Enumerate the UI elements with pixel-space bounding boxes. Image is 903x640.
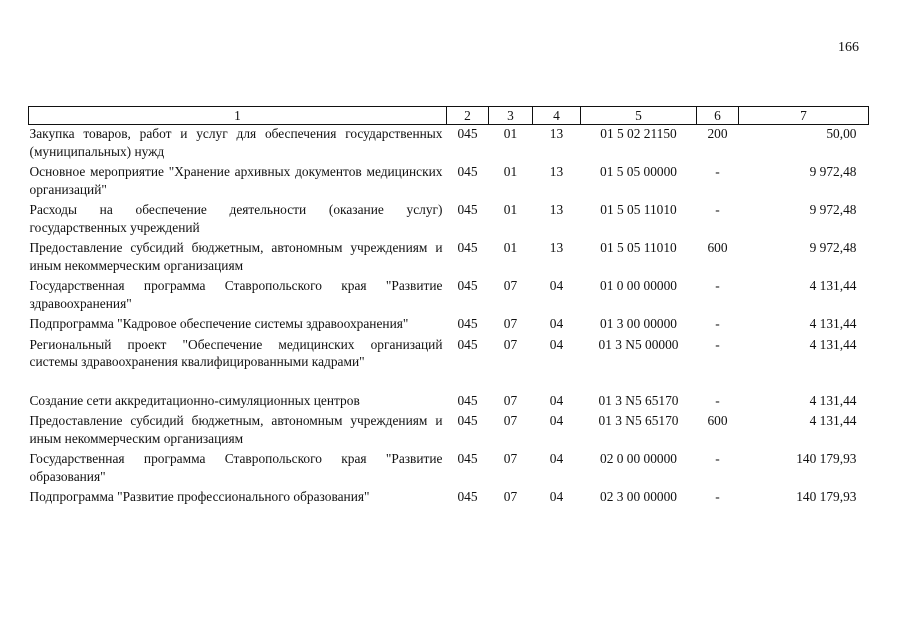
row-expense-type: - — [715, 392, 720, 408]
row-section: 01 — [503, 240, 518, 255]
row-target-article: 01 0 00 00000 — [600, 278, 677, 293]
header-col-2: 2 — [447, 107, 489, 125]
row-subsection: 04 — [549, 489, 564, 504]
table-row — [29, 239, 869, 277]
row-subsection: 13 — [549, 240, 564, 255]
row-name: Государственная программа Ставропольского края "Развитие образования" — [29, 451, 443, 484]
row-amount: 9 972,48 — [809, 240, 857, 255]
row-amount: 4 131,44 — [809, 316, 857, 331]
row-name: Предоставление субсидий бюджетным, автономным учреждениям и иным некоммерческим организациям — [29, 413, 443, 446]
row-expense-type: - — [715, 316, 720, 331]
row-amount: 4 131,44 — [809, 413, 857, 428]
header-col-4: 4 — [533, 107, 581, 125]
row-subsection: 13 — [549, 164, 564, 179]
row-admin-code: 045 — [457, 392, 478, 408]
budget-table — [28, 106, 869, 509]
row-target-article: 02 3 00 00000 — [600, 489, 677, 504]
table-body — [29, 125, 869, 509]
page-number: 166 — [838, 40, 859, 55]
row-expense-type: - — [715, 336, 720, 352]
row-amount: 4 131,44 — [809, 392, 857, 408]
row-target-article: 01 3 N5 65170 — [598, 413, 679, 428]
row-target-article: 01 5 05 11010 — [600, 202, 677, 217]
row-target-article: 01 5 02 21150 — [600, 126, 677, 141]
row-subsection: 13 — [549, 126, 564, 141]
header-col-1: 1 — [29, 107, 447, 125]
row-section: 01 — [503, 202, 518, 217]
row-admin-code: 045 — [457, 316, 478, 331]
row-expense-type: - — [715, 451, 720, 466]
row-admin-code: 045 — [457, 278, 478, 293]
row-name: Закупка товаров, работ и услуг для обеспечения государственных (муниципальных) нужд — [29, 126, 443, 159]
row-admin-code: 045 — [457, 489, 478, 504]
row-target-article: 02 0 00 00000 — [600, 451, 677, 466]
row-expense-type: - — [715, 489, 720, 504]
header-col-6: 6 — [697, 107, 739, 125]
row-admin-code: 045 — [457, 164, 478, 179]
header-col-3: 3 — [489, 107, 533, 125]
row-name: Региональный проект "Обеспечение медицинских организаций системы здравоохранения квалифицированными кадрами" — [29, 336, 443, 369]
row-name: Государственная программа Ставропольского края "Развитие здравоохранения" — [29, 278, 443, 311]
row-amount: 9 972,48 — [809, 202, 857, 217]
row-expense-type: - — [715, 202, 720, 217]
row-name: Основное мероприятие "Хранение архивных документов медицинских организаций" — [29, 164, 443, 197]
row-amount: 140 179,93 — [796, 489, 857, 504]
row-expense-type: - — [715, 164, 720, 179]
row-expense-type: 600 — [707, 413, 728, 428]
row-section: 07 — [503, 413, 518, 428]
row-admin-code: 045 — [457, 126, 478, 141]
row-subsection: 04 — [549, 316, 564, 331]
row-target-article: 01 3 N5 65170 — [598, 392, 679, 408]
row-section: 07 — [503, 392, 518, 408]
row-target-article: 01 3 00 00000 — [600, 316, 677, 331]
row-subsection: 04 — [549, 278, 564, 293]
row-subsection: 04 — [549, 413, 564, 428]
row-section: 01 — [503, 126, 518, 141]
row-section: 07 — [503, 451, 518, 466]
row-subsection: 04 — [549, 392, 564, 408]
row-subsection: 04 — [549, 336, 564, 352]
table-row — [29, 336, 869, 392]
table-row — [29, 125, 869, 164]
header-col-7: 7 — [739, 107, 869, 125]
header-col-5: 5 — [581, 107, 697, 125]
row-amount: 4 131,44 — [809, 278, 857, 293]
table-row — [29, 201, 869, 239]
row-admin-code: 045 — [457, 336, 478, 352]
row-subsection: 13 — [549, 202, 564, 217]
row-name: Предоставление субсидий бюджетным, автономным учреждениям и иным некоммерческим организациям — [29, 240, 443, 273]
row-section: 01 — [503, 164, 518, 179]
table-row — [29, 392, 869, 413]
row-section: 07 — [503, 278, 518, 293]
row-amount: 9 972,48 — [809, 164, 857, 179]
table-row — [29, 450, 869, 488]
row-admin-code: 045 — [457, 240, 478, 255]
row-name: Подпрограмма "Кадровое обеспечение системы здравоохранения" — [29, 316, 409, 331]
row-name: Создание сети аккредитационно-симуляционных центров — [29, 392, 360, 408]
table-row — [29, 315, 869, 336]
row-section: 07 — [503, 316, 518, 331]
row-amount: 4 131,44 — [809, 336, 857, 352]
row-target-article: 01 5 05 11010 — [600, 240, 677, 255]
table-row — [29, 412, 869, 450]
row-amount: 140 179,93 — [796, 451, 857, 466]
row-target-article: 01 5 05 00000 — [600, 164, 677, 179]
row-amount: 50,00 — [826, 126, 857, 141]
row-name: Расходы на обеспечение деятельности (оказание услуг) государственных учреждений — [29, 202, 443, 235]
row-target-article: 01 3 N5 00000 — [598, 336, 679, 352]
table-row — [29, 163, 869, 201]
row-admin-code: 045 — [457, 451, 478, 466]
row-expense-type: 200 — [707, 126, 728, 141]
row-name: Подпрограмма "Развитие профессионального образования" — [29, 489, 370, 504]
table-row — [29, 488, 869, 509]
header-row — [29, 107, 869, 125]
row-expense-type: - — [715, 278, 720, 293]
row-admin-code: 045 — [457, 202, 478, 217]
row-section: 07 — [503, 489, 518, 504]
row-section: 07 — [503, 336, 518, 352]
row-subsection: 04 — [549, 451, 564, 466]
row-admin-code: 045 — [457, 413, 478, 428]
row-expense-type: 600 — [707, 240, 728, 255]
table-header — [29, 107, 869, 125]
table-row — [29, 277, 869, 315]
